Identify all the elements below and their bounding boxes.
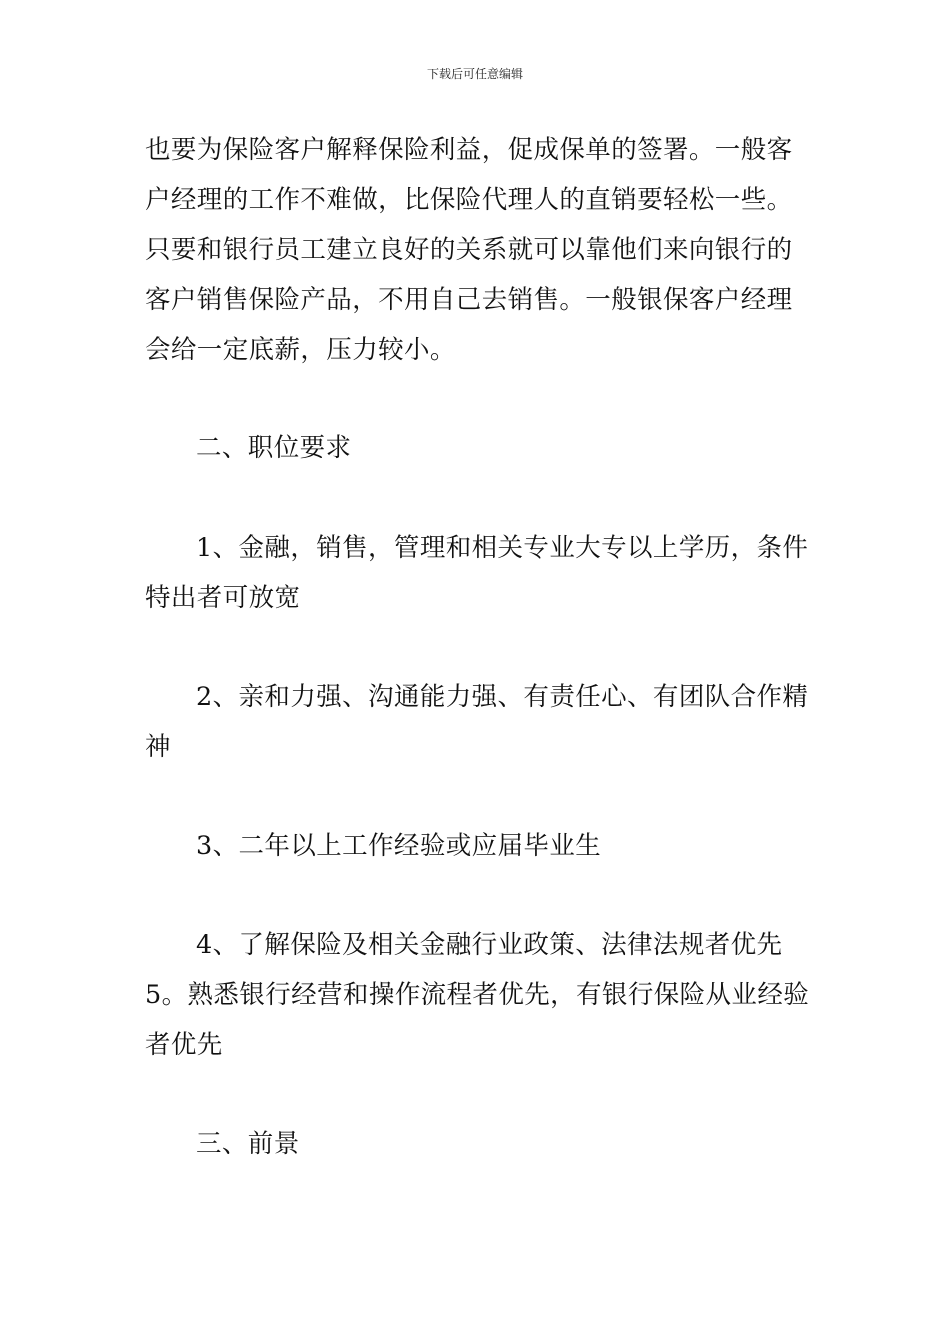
text-line: 客户销售保险产品，不用自己去销售。一般银保客户经理 bbox=[145, 285, 793, 315]
section-heading-job-requirements: 二、职位要求 bbox=[196, 433, 352, 463]
text-line: 只要和银行员工建立良好的关系就可以靠他们来向银行的 bbox=[145, 235, 793, 265]
text-line: 5。熟悉银行经营和操作流程者优先，有银行保险从业经验 bbox=[145, 980, 810, 1010]
text-line: 神 bbox=[145, 732, 171, 762]
list-item-3: 3、二年以上工作经验或应届毕业生 bbox=[196, 831, 602, 861]
text-line: 者优先 bbox=[145, 1030, 223, 1060]
text-line: 会给一定底薪，压力较小。 bbox=[145, 335, 456, 365]
text-line: 4、了解保险及相关金融行业政策、法律法规者优先 bbox=[196, 930, 783, 960]
text-line: 2、亲和力强、沟通能力强、有责任心、有团队合作精 bbox=[196, 682, 809, 712]
text-line: 特出者可放宽 bbox=[145, 583, 301, 613]
text-line: 户经理的工作不难做，比保险代理人的直销要轻松一些。 bbox=[145, 185, 793, 215]
page-header: 下载后可任意编辑 bbox=[426, 67, 523, 81]
text-line: 也要为保险客户解释保险利益，促成保单的签署。一般客 bbox=[145, 135, 793, 165]
text-line: 1、金融，销售，管理和相关专业大专以上学历，条件 bbox=[196, 533, 809, 563]
section-heading-prospects: 三、前景 bbox=[196, 1129, 300, 1159]
